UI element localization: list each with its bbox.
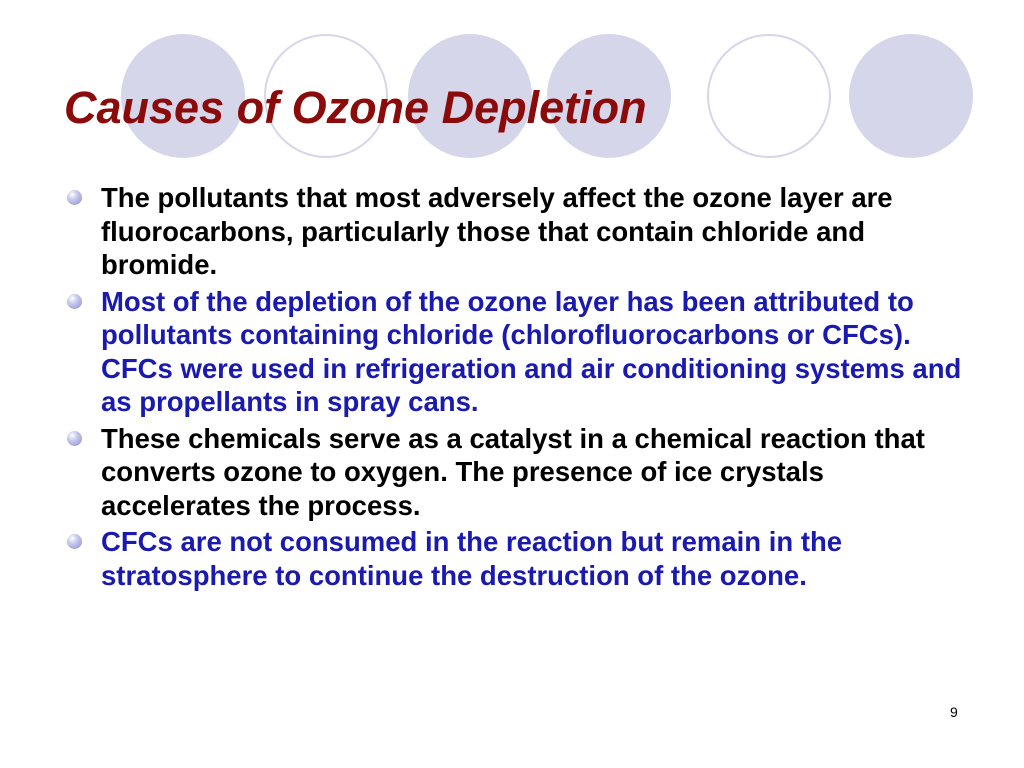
page-number: 9 — [950, 704, 958, 720]
decorative-circle-filled — [849, 34, 973, 158]
slide-title: Causes of Ozone Depletion — [64, 82, 647, 133]
bullet-marker-icon — [67, 534, 82, 549]
bullet-item — [64, 285, 974, 419]
bullet-item — [64, 422, 974, 523]
decorative-circle-outline — [707, 34, 831, 158]
bullet-list — [64, 181, 974, 595]
bullet-text: These chemicals serve as a catalyst in a chemical reaction that converts ozone to oxygen. The presence of ice crystals accelerates the process. — [101, 422, 925, 521]
bullet-marker-icon — [67, 431, 82, 446]
bullet-item — [64, 525, 974, 592]
bullet-marker-icon — [67, 294, 82, 309]
bullet-item — [64, 181, 974, 282]
bullet-text: Most of the depletion of the ozone layer has been attributed to pollutants containing chloride (chlorofluorocarbons or CFCs). CFCs were used in refrigeration and air conditioning systems and as propellants in spray cans. — [101, 285, 962, 417]
bullet-text: CFCs are not consumed in the reaction but remain in the stratosphere to continue the destruction of the ozone. — [101, 526, 843, 591]
bullet-marker-icon — [67, 190, 82, 205]
bullet-text: The pollutants that most adversely affect the ozone layer are fluorocarbons, particularly those that contain chloride and bromide. — [101, 182, 893, 280]
